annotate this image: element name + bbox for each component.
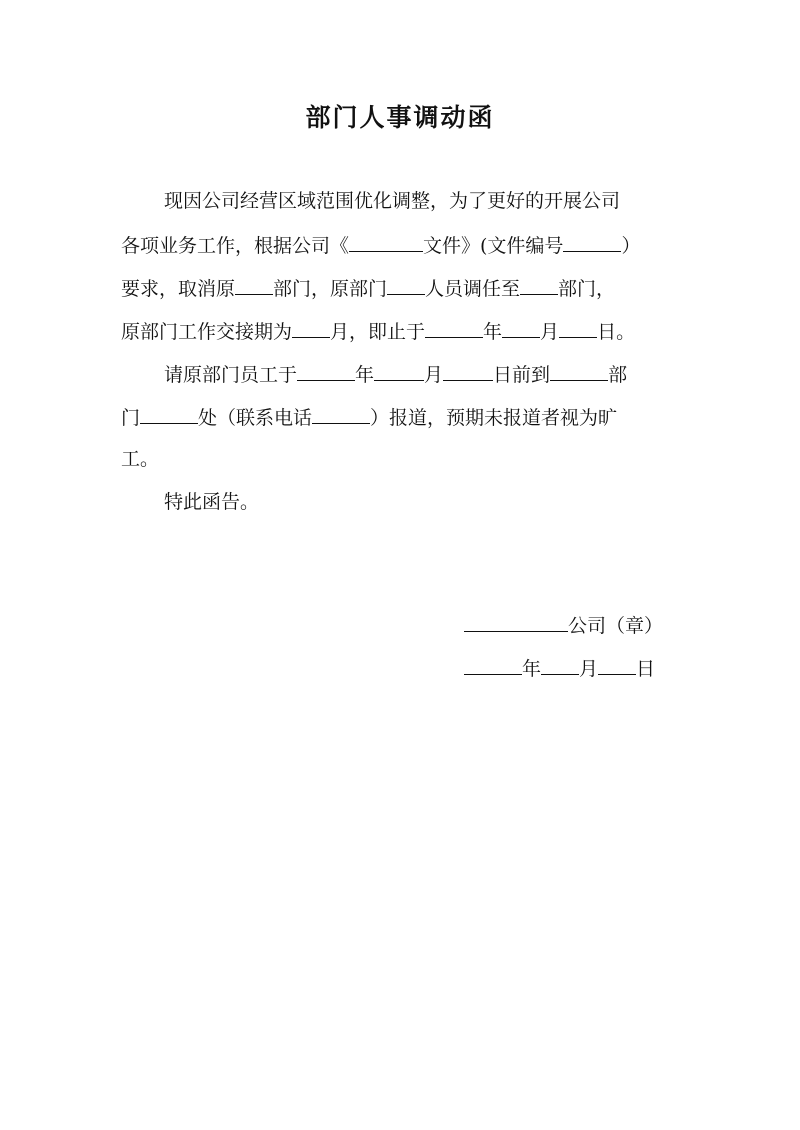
end-day-blank [559, 317, 597, 338]
text: 年 [483, 321, 503, 343]
text: 原部门工作交接期为 [121, 321, 293, 343]
end-month-blank [502, 317, 540, 338]
text: 部门，原部门 [273, 278, 388, 300]
report-month-blank [374, 360, 424, 381]
text: 年 [355, 364, 375, 386]
text: 月 [540, 321, 560, 343]
report-year-blank [297, 360, 355, 381]
text: 各项业务工作，根据公司《 [121, 235, 350, 257]
paragraph2-line1 [164, 360, 627, 386]
sign-year-blank [464, 654, 522, 675]
paragraph1-line1 [164, 188, 620, 214]
new-department-blank [520, 274, 558, 295]
signature-company [464, 611, 663, 637]
sign-month-label: 月 [579, 658, 599, 680]
company-seal-label: 公司（章） [568, 615, 664, 637]
report-day-blank [443, 360, 493, 381]
file-number-blank [563, 231, 621, 252]
sign-month-blank [541, 654, 579, 675]
text: 月，即止于 [330, 321, 426, 343]
text: 日。 [597, 321, 636, 343]
handover-months-blank [292, 317, 330, 338]
sign-day-blank [598, 654, 636, 675]
text: 部 [608, 364, 628, 386]
document-title: 部门人事调动函 [305, 103, 495, 132]
paragraph1-line3 [121, 274, 615, 300]
text: 处（联系电话 [198, 407, 313, 429]
report-office-blank [140, 403, 198, 424]
text: 工。 [121, 448, 160, 470]
text: 文件》(文件编号 [423, 235, 564, 257]
text: 日前到 [493, 364, 551, 386]
report-department-blank [550, 360, 608, 381]
text: 现因公司经营区域范围优化调整，为了更好的开展公司 [164, 190, 621, 212]
text: ）报道，预期未报道者视为旷 [370, 407, 618, 429]
contact-phone-blank [312, 403, 370, 424]
text: 门 [121, 407, 141, 429]
text: ） [621, 235, 641, 257]
signature-date [464, 654, 655, 680]
closing-line [164, 489, 259, 515]
text: 部门， [558, 278, 616, 300]
text: 月 [424, 364, 444, 386]
file-name-blank [349, 231, 423, 252]
closing-text: 特此函告。 [164, 491, 260, 513]
paragraph1-line2 [121, 231, 640, 257]
text: 要求，取消原 [121, 278, 236, 300]
paragraph2-line2 [121, 403, 617, 429]
sign-day-label: 日 [636, 658, 656, 680]
text: 人员调任至 [425, 278, 521, 300]
text: 请原部门员工于 [164, 364, 298, 386]
company-name-blank [464, 611, 568, 632]
end-year-blank [425, 317, 483, 338]
paragraph2-line3 [121, 446, 159, 472]
old-department-blank [235, 274, 273, 295]
staff-blank [387, 274, 425, 295]
sign-year-label: 年 [522, 658, 542, 680]
paragraph1-line4 [121, 317, 635, 343]
